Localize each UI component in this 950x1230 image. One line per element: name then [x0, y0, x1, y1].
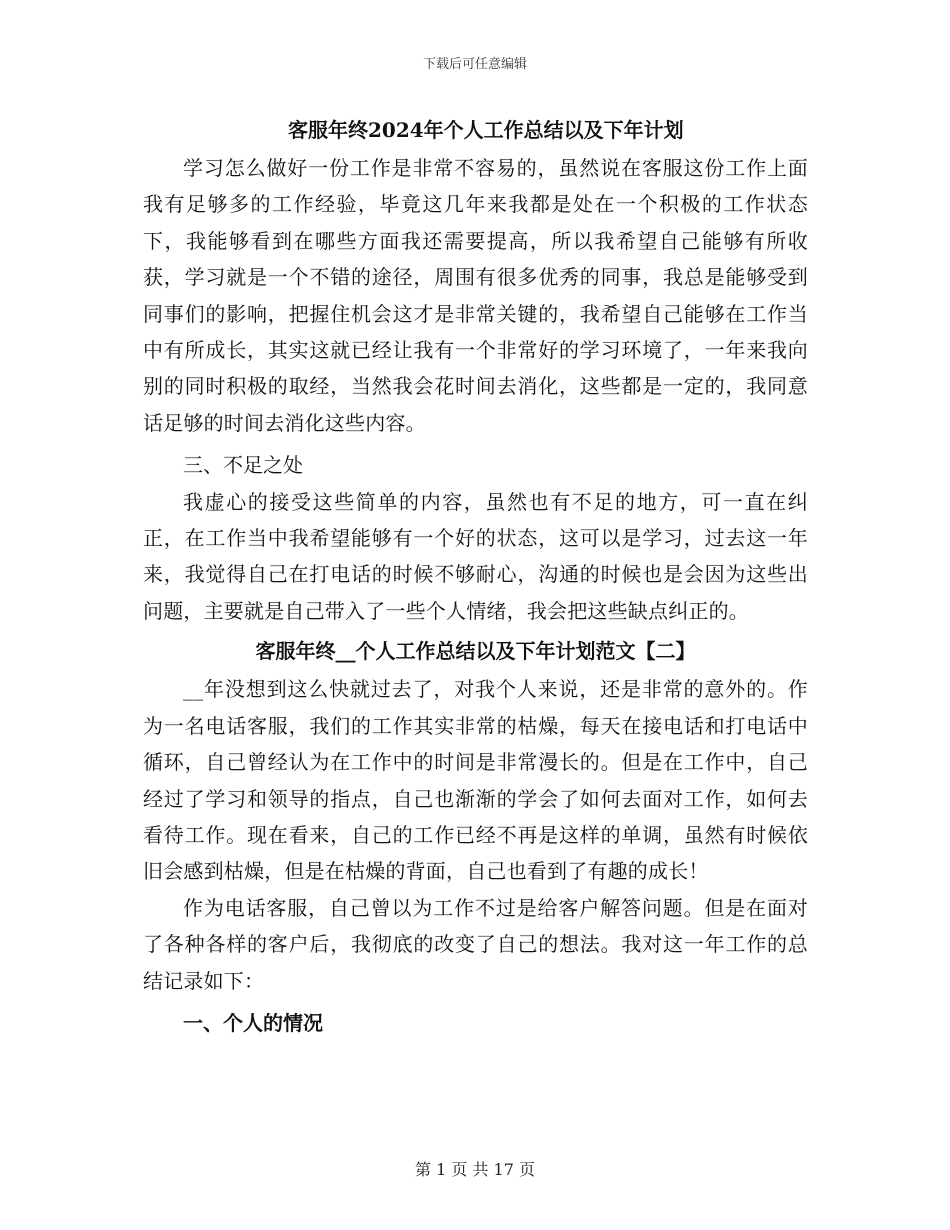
- section-heading: 三、不足之处: [183, 453, 303, 478]
- document-title: 客服年终2024年个人工作总结以及下年计划: [288, 118, 684, 142]
- paragraph: 作为电话客服，自己曾以为工作不过是给客户解答问题。但是在面对了各种各样的客户后，我彻底的改变了自己的想法。我对这一年工作的总结记录如下：: [143, 895, 808, 993]
- paragraph: __年没想到这么快就过去了，对我个人来说，还是非常的意外的。作为一名电话客服，我们的工作其实非常的枯燥，每天在接电话和打电话中循环，自己曾经认为在工作中的时间是非常漫长的。但是在工作中，自己经过了学习和领导的指点，自己也渐渐的学会了如何去面对工作，如何去看待工作。现在看来，自己的工作已经不再是这样的单调，虽然有时候依旧会感到枯燥，但是在枯燥的背面，自己也看到了有趣的成长！: [143, 677, 808, 884]
- header-note: 下载后可任意编辑: [422, 57, 527, 72]
- paragraph: 学习怎么做好一份工作是非常不容易的，虽然说在客服这份工作上面我有足够多的工作经验，毕竟这几年来我都是处在一个积极的工作状态下，我能够看到在哪些方面我还需要提高，所以我希望自己能够有所收获，学习就是一个不错的途径，周围有很多优秀的同事，我总是能够受到同事们的影响，把握住机会这才是非常关键的，我希望自己能够在工作当中有所成长，其实这就已经让我有一个非常好的学习环境了，一年来我向别的同时积极的取经，当然我会花时间去消化，这些都是一定的，我同意话足够的时间去消化这些内容。: [143, 156, 808, 435]
- document-body: [143, 112, 808, 1041]
- paragraph: 我虚心的接受这些简单的内容，虽然也有不足的地方，可一直在纠正，在工作当中我希望能够有一个好的状态，这可以是学习，过去这一年来，我觉得自己在打电话的时候不够耐心，沟通的时候也是会因为这些出问题，主要就是自己带入了一些个人情绪，我会把这些缺点纠正的。: [143, 489, 808, 623]
- section-title: 客服年终__个人工作总结以及下年计划范文【二】: [255, 639, 696, 664]
- section-heading: 一、个人的情况: [183, 1010, 323, 1035]
- page-number: 第 1 页 共 17 页: [415, 1160, 535, 1179]
